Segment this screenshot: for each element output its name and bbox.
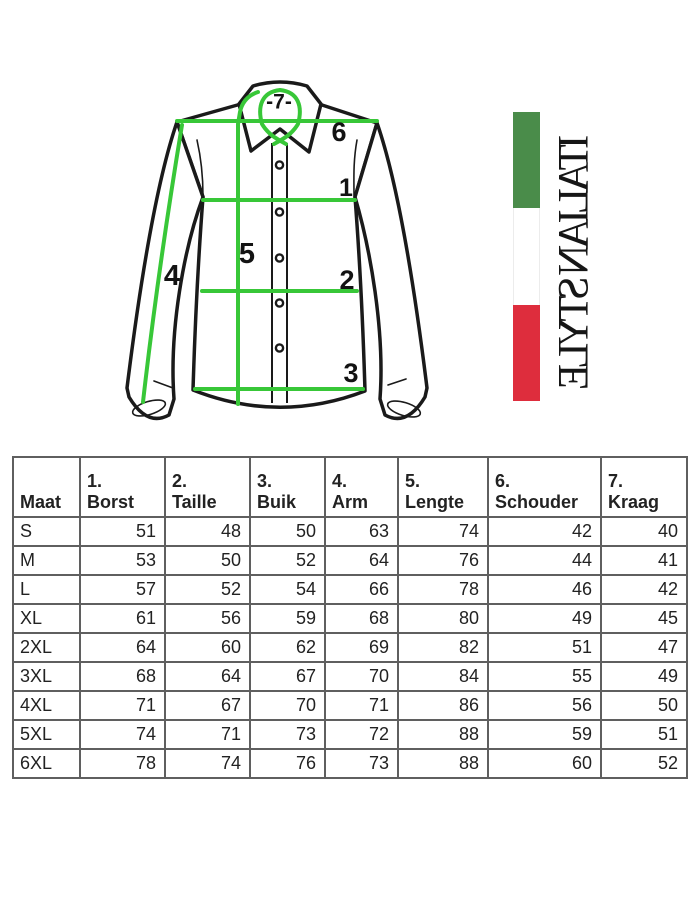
- measurement-value-cell: 74: [398, 517, 488, 546]
- flag-red-segment: [513, 305, 540, 401]
- measurement-value-cell: 50: [601, 691, 687, 720]
- measurement-value-cell: 56: [165, 604, 250, 633]
- measurement-value-cell: 74: [80, 720, 165, 749]
- measurement-value-cell: 64: [325, 546, 398, 575]
- measurement-value-cell: 40: [601, 517, 687, 546]
- measurement-value-cell: 68: [325, 604, 398, 633]
- button: [276, 344, 283, 351]
- size-label-cell: M: [13, 546, 80, 575]
- measurement-value-cell: 46: [488, 575, 601, 604]
- measurement-value-cell: 88: [398, 749, 488, 778]
- sleeve-measure-label: 4: [163, 260, 181, 292]
- brand-vertical-text: ITALIAN STYLE: [550, 134, 598, 386]
- size-label-cell: 6XL: [13, 749, 80, 778]
- flag-green-segment: [513, 112, 540, 208]
- size-row: [13, 633, 687, 662]
- measurement-value-cell: 53: [80, 546, 165, 575]
- column-header: 5. Lengte: [398, 457, 488, 517]
- size-label-cell: XL: [13, 604, 80, 633]
- column-header: 3. Buik: [250, 457, 325, 517]
- measurement-value-cell: 51: [601, 720, 687, 749]
- measurement-value-cell: 68: [80, 662, 165, 691]
- measurement-value-cell: 86: [398, 691, 488, 720]
- size-label-cell: S: [13, 517, 80, 546]
- measurement-value-cell: 73: [250, 720, 325, 749]
- measurement-value-cell: 80: [398, 604, 488, 633]
- chest-measure-label: 1: [339, 174, 353, 202]
- measurement-value-cell: 49: [601, 662, 687, 691]
- measurement-value-cell: 72: [325, 720, 398, 749]
- button: [276, 208, 283, 215]
- button: [276, 299, 283, 306]
- column-header: 1. Borst: [80, 457, 165, 517]
- size-label-cell: 5XL: [13, 720, 80, 749]
- button: [276, 254, 283, 261]
- measurement-value-cell: 70: [250, 691, 325, 720]
- measurement-value-cell: 73: [325, 749, 398, 778]
- size-row: [13, 662, 687, 691]
- size-label-cell: 4XL: [13, 691, 80, 720]
- measurement-value-cell: 48: [165, 517, 250, 546]
- size-row: [13, 720, 687, 749]
- size-row: [13, 517, 687, 546]
- size-table-header-row: [13, 457, 687, 517]
- measurement-value-cell: 42: [488, 517, 601, 546]
- flag-white-segment: [513, 208, 540, 304]
- shoulder-measure-label: 6: [331, 117, 347, 147]
- column-header: 4. Arm: [325, 457, 398, 517]
- measurement-value-cell: 60: [488, 749, 601, 778]
- measurement-value-cell: 47: [601, 633, 687, 662]
- measurement-value-cell: 54: [250, 575, 325, 604]
- measurement-value-cell: 50: [250, 517, 325, 546]
- measurement-value-cell: 71: [325, 691, 398, 720]
- measurement-value-cell: 51: [80, 517, 165, 546]
- measurement-value-cell: 57: [80, 575, 165, 604]
- measurement-value-cell: 66: [325, 575, 398, 604]
- column-header: 7. Kraag: [601, 457, 687, 517]
- measurement-value-cell: 69: [325, 633, 398, 662]
- size-label-cell: 3XL: [13, 662, 80, 691]
- size-label-cell: L: [13, 575, 80, 604]
- measurement-value-cell: 52: [165, 575, 250, 604]
- shirt-measurement-diagram: [0, 0, 600, 460]
- measurement-value-cell: 61: [80, 604, 165, 633]
- column-header: Maat: [13, 457, 80, 517]
- size-row: [13, 546, 687, 575]
- measurement-value-cell: 52: [250, 546, 325, 575]
- italian-flag-bar: [513, 112, 540, 401]
- measurement-value-cell: 76: [398, 546, 488, 575]
- column-header: 2. Taille: [165, 457, 250, 517]
- length-measure-label: 5: [238, 238, 256, 270]
- measurement-value-cell: 67: [250, 662, 325, 691]
- hem-measure-label: 3: [343, 358, 359, 388]
- measurement-value-cell: 45: [601, 604, 687, 633]
- size-table: [12, 456, 688, 779]
- collar-measure-label: -7-: [266, 90, 292, 114]
- measurement-value-cell: 44: [488, 546, 601, 575]
- measurement-value-cell: 71: [80, 691, 165, 720]
- measurement-value-cell: 55: [488, 662, 601, 691]
- measurement-value-cell: 49: [488, 604, 601, 633]
- measurement-value-cell: 59: [488, 720, 601, 749]
- measurement-value-cell: 59: [250, 604, 325, 633]
- measurement-value-cell: 71: [165, 720, 250, 749]
- measurement-value-cell: 52: [601, 749, 687, 778]
- button: [276, 161, 283, 168]
- size-row: [13, 749, 687, 778]
- measurement-value-cell: 56: [488, 691, 601, 720]
- measurement-value-cell: 64: [80, 633, 165, 662]
- measurement-value-cell: 76: [250, 749, 325, 778]
- measurement-value-cell: 41: [601, 546, 687, 575]
- column-header: 6. Schouder: [488, 457, 601, 517]
- measurement-value-cell: 62: [250, 633, 325, 662]
- size-row: [13, 575, 687, 604]
- measurement-value-cell: 82: [398, 633, 488, 662]
- size-table-body: [13, 517, 687, 778]
- measurement-value-cell: 74: [165, 749, 250, 778]
- measurement-value-cell: 42: [601, 575, 687, 604]
- size-row: [13, 691, 687, 720]
- measurement-value-cell: 64: [165, 662, 250, 691]
- measurement-value-cell: 60: [165, 633, 250, 662]
- waist-measure-label: 2: [339, 265, 355, 295]
- size-label-cell: 2XL: [13, 633, 80, 662]
- measurement-value-cell: 67: [165, 691, 250, 720]
- measurement-value-cell: 63: [325, 517, 398, 546]
- measurement-value-cell: 78: [398, 575, 488, 604]
- measurement-value-cell: 51: [488, 633, 601, 662]
- measurement-value-cell: 70: [325, 662, 398, 691]
- measurement-value-cell: 50: [165, 546, 250, 575]
- size-row: [13, 604, 687, 633]
- measurement-value-cell: 88: [398, 720, 488, 749]
- measurement-value-cell: 78: [80, 749, 165, 778]
- measurement-value-cell: 84: [398, 662, 488, 691]
